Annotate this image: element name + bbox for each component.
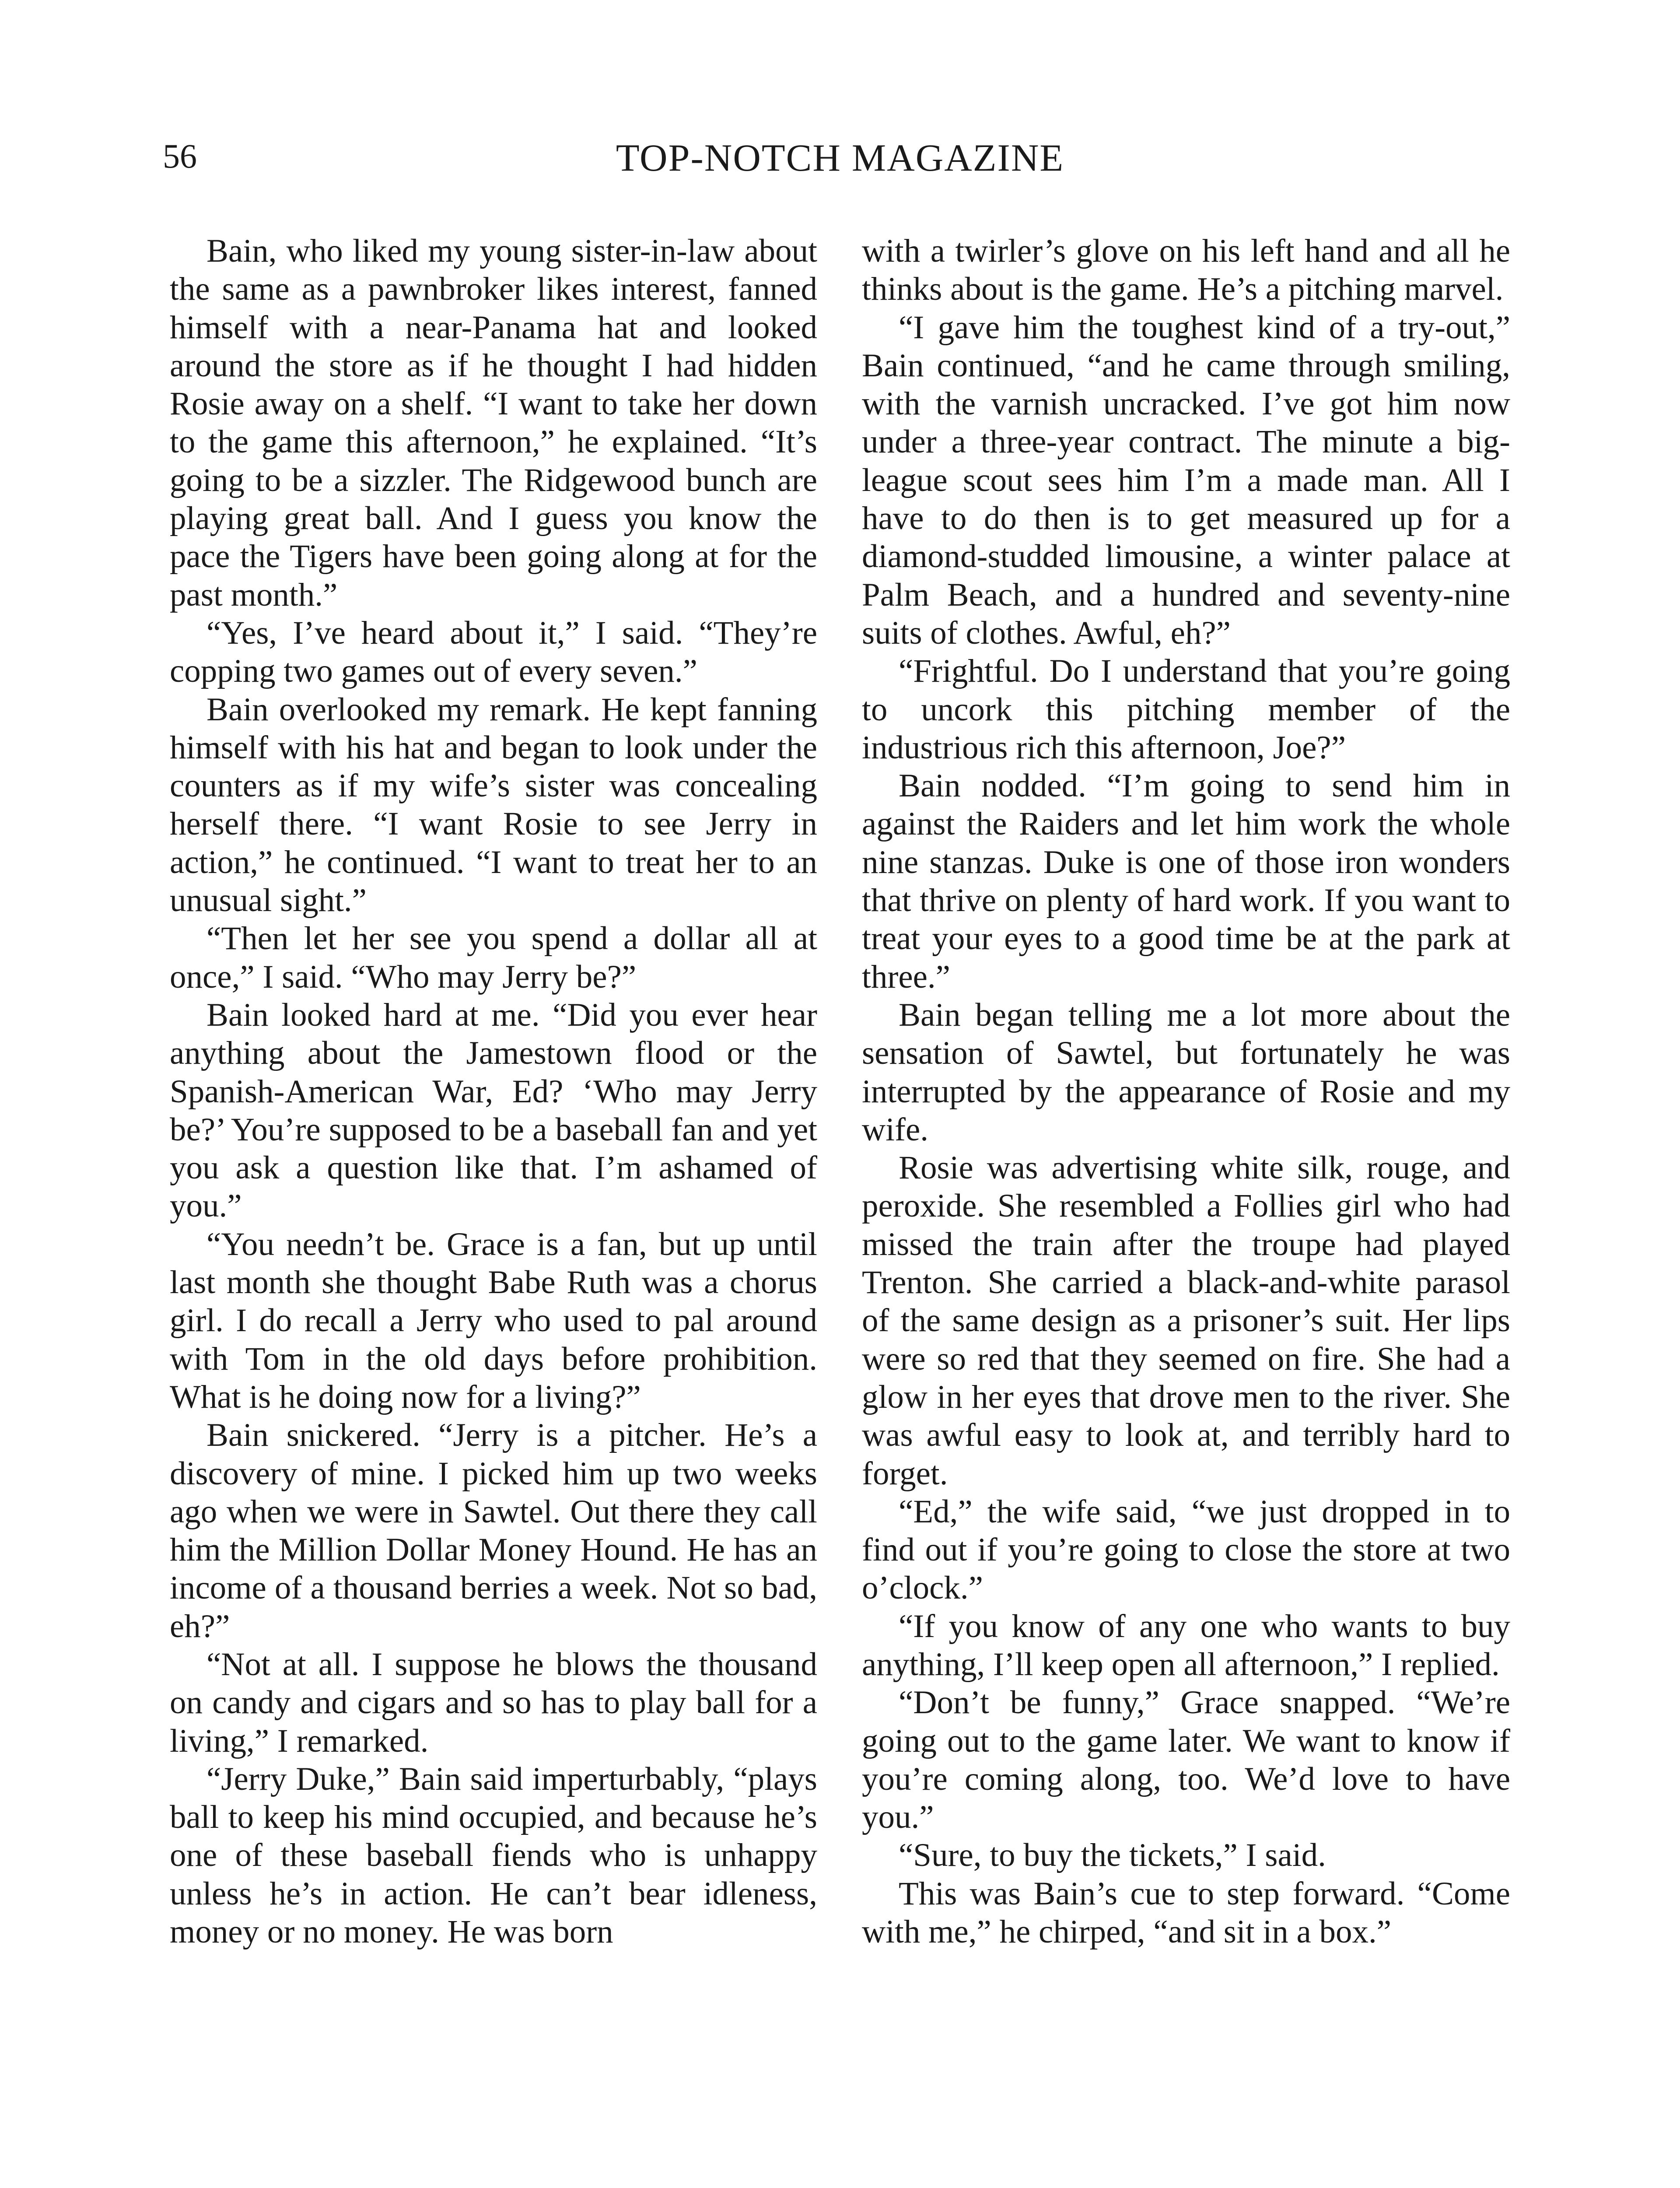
paragraph: Bain snickered. “Jerry is a pitcher. He’s a discovery of mine. I picked him up two weeks ago when we were in Sawtel. Out there they call him the Million Dollar Money Hound. He has an income of a thousand berries a week. Not so bad, eh?” xyxy=(170,1417,817,1645)
paragraph: “Ed,” the wife said, “we just dropped in to find out if you’re going to close the store at two o’clock.” xyxy=(862,1493,1510,1606)
paragraph: “Then let her see you spend a dollar all at once,” I said. “Who may Jerry be?” xyxy=(170,920,817,995)
paragraph: Bain, who liked my young sister-in-law about the same as a pawnbroker likes interest, fanned himself with a near-Panama hat and looked around the store as if he thought I had hidden Rosie away on a shelf. “I want to take her down to the game this afternoon,” he explained. “It’s going to be a sizzler. The Ridgewood bunch are playing great ball. And I guess you know the pace the Tigers have been going along at for the past month.” xyxy=(170,233,817,613)
paragraph: Bain overlooked my remark. He kept fanning himself with his hat and began to look under the counters as if my wife’s sister was concealing herself there. “I want Rosie to see Jerry in action,” he continued. “I want to treat her to an unusual sight.” xyxy=(170,691,817,919)
paragraph: “I gave him the toughest kind of a try-out,” Bain continued, “and he came through smiling, with the varnish uncracked. I’ve got him now under a three-year contract. The minute a big-league scout sees him I’m a made man. All I have to do then is to get measured up for a diamond-studded limousine, a winter palace at Palm Beach, and a hundred and seventy-nine suits of clothes. Awful, eh?” xyxy=(862,309,1510,651)
paragraph: Bain nodded. “I’m going to send him in against the Raiders and let him work the whole nine stanzas. Duke is one of those iron wonders that thrive on plenty of hard work. If you want to treat your eyes to a good time be at the park at three.” xyxy=(862,768,1510,995)
paragraph: Bain looked hard at me. “Did you ever hear anything about the Jamestown flood or the Spanish-American War, Ed? ‘Who may Jerry be?’ You’re supposed to be a baseball fan and yet you ask a question like that. I’m ashamed of you.” xyxy=(170,996,817,1224)
paragraph: Rosie was advertising white silk, rouge, and peroxide. She resembled a Follies girl who had missed the train after the troupe had played Trenton. She carried a black-and-white parasol of the same design as a prisoner’s suit. Her lips were so red that they seemed on fire. She had a glow in her eyes that drove men to the river. She was awful easy to look at, and terribly hard to forget. xyxy=(862,1150,1510,1492)
paragraph-continued: with a twirler’s glove on his left hand and all he thinks about is the game. He’s a pitching marvel. xyxy=(862,233,1510,308)
paragraph: “Jerry Duke,” Bain said imperturbably, “plays ball to keep his mind occupied, and because he’s one of these baseball fiends who is unhappy unless he’s in action. He can’t bear idleness, money or no money. He was born xyxy=(170,1760,817,1950)
paragraph: “If you know of any one who wants to buy anything, I’ll keep open all afternoon,” I replied. xyxy=(862,1608,1510,1683)
paragraph: “You needn’t be. Grace is a fan, but up until last month she thought Babe Ruth was a chorus girl. I do recall a Jerry who used to pal around with Tom in the old days before prohibition. What is he doing now for a living?” xyxy=(170,1226,817,1415)
paragraph: “Not at all. I suppose he blows the thousand on candy and cigars and so has to play ball for a living,” I remarked. xyxy=(170,1646,817,1759)
running-head: TOP-NOTCH MAGAZINE xyxy=(616,137,1064,179)
paragraph: Bain began telling me a lot more about the sensation of Sawtel, but fortunately he was interrupted by the appearance of Rosie and my wife. xyxy=(862,996,1510,1148)
right-column xyxy=(862,232,1510,1951)
paragraph: “Don’t be funny,” Grace snapped. “We’re going out to the game later. We want to know if you’re coming along, too. We’d love to have you.” xyxy=(862,1684,1510,1836)
paragraph: This was Bain’s cue to step forward. “Come with me,” he chirped, “and sit in a box.” xyxy=(862,1875,1510,1950)
page-number: 56 xyxy=(163,137,197,175)
paragraph: “Yes, I’ve heard about it,” I said. “They’re copping two games out of every seven.” xyxy=(170,614,817,690)
paragraph: “Sure, to buy the tickets,” I said. xyxy=(899,1837,1326,1874)
paragraph: “Frightful. Do I understand that you’re going to uncork this pitching member of the industrious rich this afternoon, Joe?” xyxy=(862,653,1510,766)
left-column xyxy=(170,232,817,1951)
